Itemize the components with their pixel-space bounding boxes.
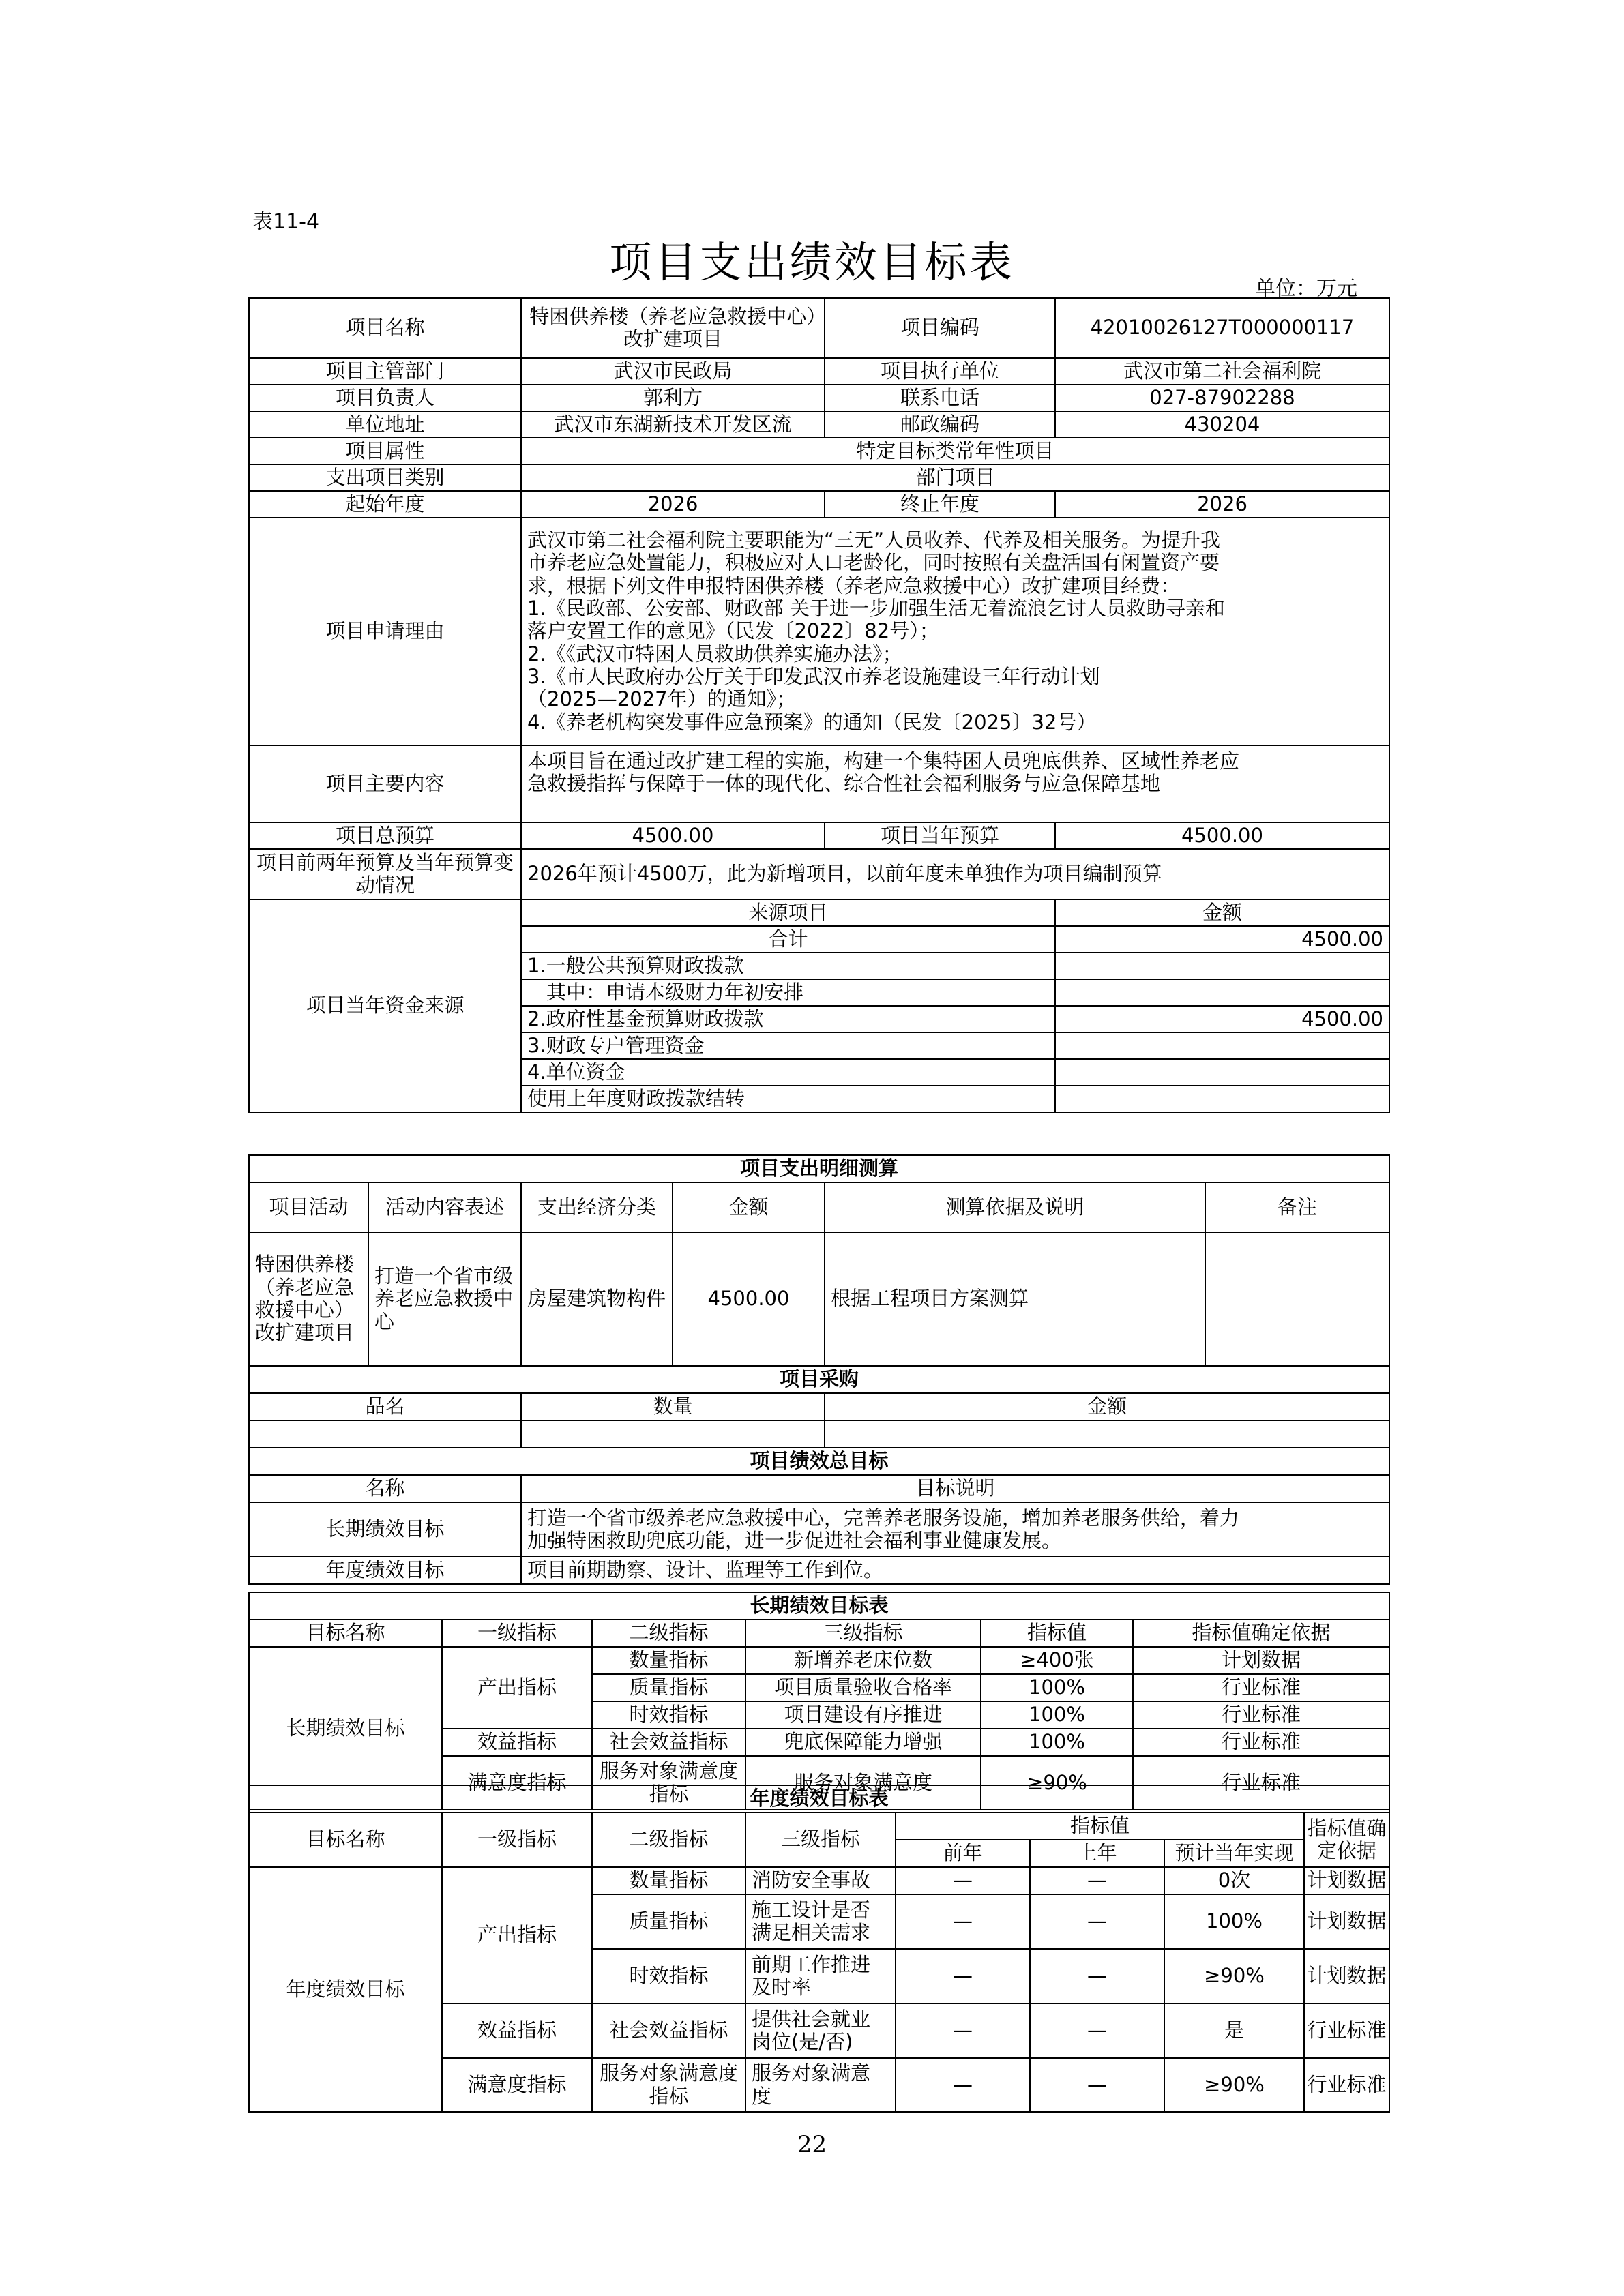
page-number: 22 — [797, 2131, 827, 2158]
long-term-section-title: 长期绩效目标表 — [249, 1592, 1389, 1620]
long-term-value: 100% — [981, 1701, 1133, 1729]
funding-row-amount — [1055, 953, 1389, 979]
total-budget-label: 项目总预算 — [249, 822, 521, 849]
address-label: 单位地址 — [249, 411, 521, 438]
project-name-value: 特困供养楼（养老应急救援中心）改扩建项目 — [521, 298, 825, 358]
overall-goal-section-title: 项目绩效总目标 — [249, 1448, 1389, 1475]
annual-subheader: 预计当年实现 — [1164, 1840, 1304, 1867]
annual-target-name: 年度绩效目标 — [249, 1867, 442, 2112]
annual-prev2: — — [896, 2003, 1030, 2058]
attr-value: 特定目标类常年性项目 — [521, 438, 1389, 464]
funding-row-name: 3.财政专户管理资金 — [521, 1032, 1055, 1059]
detail-header: 支出经济分类 — [521, 1182, 673, 1232]
long-term-header: 二级指标 — [592, 1620, 745, 1647]
annual-l3: 服务对象满意度 — [745, 2058, 896, 2112]
long-term-header: 三级指标 — [745, 1620, 981, 1647]
annual-l3: 消防安全事故 — [745, 1867, 896, 1894]
phone-label: 联系电话 — [825, 385, 1055, 411]
annual-prev2: — — [896, 1867, 1030, 1894]
annual-l3: 前期工作推进及时率 — [745, 1949, 896, 2003]
funding-row-name: 4.单位资金 — [521, 1059, 1055, 1086]
annual-header: 一级指标 — [442, 1813, 592, 1867]
exec-unit-value: 武汉市第二社会福利院 — [1055, 358, 1389, 385]
owner-label: 项目负责人 — [249, 385, 521, 411]
annual-subheader: 前年 — [896, 1840, 1030, 1867]
annual-l1: 效益指标 — [442, 2003, 592, 2058]
funding-row-amount: 4500.00 — [1055, 926, 1389, 953]
annual-l2: 质量指标 — [592, 1894, 745, 1949]
category-label: 支出项目类别 — [249, 464, 521, 491]
annual-goal-text: 项目前期勘察、设计、监理等工作到位。 — [521, 1557, 1389, 1584]
long-term-l2: 服务对象满意度指标 — [592, 1756, 745, 1810]
annual-l2: 数量指标 — [592, 1867, 745, 1894]
annual-current: 100% — [1164, 1894, 1304, 1949]
annual-l1: 产出指标 — [442, 1867, 592, 2003]
annual-l3: 施工设计是否满足相关需求 — [745, 1894, 896, 1949]
attr-label: 项目属性 — [249, 438, 521, 464]
long-term-l3: 新增养老床位数 — [745, 1647, 981, 1674]
year-budget-value: 4500.00 — [1055, 822, 1389, 849]
detail-header: 备注 — [1205, 1182, 1389, 1232]
long-term-l3: 兜底保障能力增强 — [745, 1729, 981, 1756]
detail-header: 金额 — [673, 1182, 825, 1232]
overall-col-desc: 目标说明 — [521, 1475, 1389, 1502]
unit-label: 单位：万元 — [1255, 277, 1357, 301]
funding-row-amount — [1055, 1032, 1389, 1059]
project-code-label: 项目编码 — [825, 298, 1055, 358]
annual-l3: 提供社会就业岗位(是/否) — [745, 2003, 896, 2058]
end-year-value: 2026 — [1055, 491, 1389, 518]
long-term-basis: 行业标准 — [1133, 1729, 1389, 1756]
budget-change-value: 2026年预计4500万，此为新增项目，以前年度未单独作为项目编制预算 — [521, 849, 1389, 899]
long-term-header: 目标名称 — [249, 1620, 442, 1647]
procurement-cell — [825, 1420, 1389, 1448]
long-goal-text: 打造一个省市级养老应急救援中心，完善养老服务设施，增加养老服务供给，着力 加强特困救助兜底功能，进一步促进社会福利事业健康发展。 — [521, 1502, 1389, 1557]
long-term-header: 指标值确定依据 — [1133, 1620, 1389, 1647]
funding-row-name: 2.政府性基金预算财政拨款 — [521, 1006, 1055, 1032]
budget-change-label: 项目前两年预算及当年预算变动情况 — [249, 849, 521, 899]
procurement-header: 金额 — [825, 1393, 1389, 1420]
start-year-label: 起始年度 — [249, 491, 521, 518]
procurement-cell — [249, 1420, 521, 1448]
long-term-value: ≥400张 — [981, 1647, 1133, 1674]
long-term-l2: 数量指标 — [592, 1647, 745, 1674]
detail-header: 活动内容表述 — [368, 1182, 521, 1232]
annual-prev1: — — [1030, 1894, 1164, 1949]
funding-row-amount — [1055, 1086, 1389, 1112]
detail-amount: 4500.00 — [673, 1232, 825, 1366]
long-term-basis: 行业标准 — [1133, 1701, 1389, 1729]
dept-value: 武汉市民政局 — [521, 358, 825, 385]
long-term-basis: 计划数据 — [1133, 1647, 1389, 1674]
funding-source-label: 项目当年资金来源 — [249, 899, 521, 1112]
owner-value: 郭利方 — [521, 385, 825, 411]
procurement-goals-table — [248, 1365, 1390, 1585]
exec-unit-label: 项目执行单位 — [825, 358, 1055, 385]
table-number: 表11-4 — [252, 210, 320, 234]
annual-prev1: — — [1030, 1867, 1164, 1894]
detail-header: 项目活动 — [249, 1182, 368, 1232]
annual-prev2: — — [896, 1949, 1030, 2003]
funding-row-amount — [1055, 1059, 1389, 1086]
reason-text: 武汉市第二社会福利院主要职能为“三无”人员收养、代养及相关服务。为提升我 市养老应急处置能力，积极应对人口老龄化，同时按照有关盘活国有闲置资产要 求，根据下列文件申报特困供养楼（养老应急救援中心）改扩建项目经费： 1.《民政部、公安部、财政部 关于进一步加强生活无着流浪乞讨人员救助寻亲和 落户安置工作的意见》（民发〔2022〕82号）； 2.《《武汉市特困人员救助供养实施办法》； 3.《市人民政府办公厅关于印发武汉市养老设施建设三年行动计划 （2025—2027年）的通知》； 4.《养老机构突发事件应急预案》的通知（民发〔2025〕32号） — [521, 518, 1389, 745]
project-code-value: 42010026127T000000117 — [1055, 298, 1389, 358]
funding-row-amount: 4500.00 — [1055, 1006, 1389, 1032]
long-term-value: ≥90% — [981, 1756, 1133, 1810]
long-term-l3: 服务对象满意度 — [745, 1756, 981, 1810]
long-term-l2: 时效指标 — [592, 1701, 745, 1729]
long-term-value: 100% — [981, 1729, 1133, 1756]
long-term-header: 指标值 — [981, 1620, 1133, 1647]
annual-basis: 行业标准 — [1304, 2058, 1389, 2112]
content-label: 项目主要内容 — [249, 745, 521, 822]
annual-l1: 满意度指标 — [442, 2058, 592, 2112]
dept-label: 项目主管部门 — [249, 358, 521, 385]
long-term-value: 100% — [981, 1674, 1133, 1701]
funding-row-name: 使用上年度财政拨款结转 — [521, 1086, 1055, 1112]
funding-col-source: 来源项目 — [521, 899, 1055, 926]
annual-l2: 时效指标 — [592, 1949, 745, 2003]
content-text: 本项目旨在通过改扩建工程的实施，构建一个集特困人员兜底供养、区域性养老应 急救援指挥与保障于一体的现代化、综合性社会福利服务与应急保障基地 — [521, 745, 1389, 822]
long-term-basis: 行业标准 — [1133, 1756, 1389, 1810]
annual-basis: 计划数据 — [1304, 1949, 1389, 2003]
long-term-l2: 质量指标 — [592, 1674, 745, 1701]
total-budget-value: 4500.00 — [521, 822, 825, 849]
annual-prev1: — — [1030, 2003, 1164, 2058]
start-year-value: 2026 — [521, 491, 825, 518]
detail-section-title: 项目支出明细测算 — [249, 1155, 1389, 1182]
category-value: 部门项目 — [521, 464, 1389, 491]
overall-col-name: 名称 — [249, 1475, 521, 1502]
project-name-label: 项目名称 — [249, 298, 521, 358]
expenditure-detail-table — [248, 1154, 1390, 1367]
page-title: 项目支出绩效目标表 — [609, 237, 1015, 287]
procurement-section-title: 项目采购 — [249, 1366, 1389, 1393]
annual-header: 目标名称 — [249, 1813, 442, 1867]
basic-info-table — [248, 297, 1390, 1113]
annual-basis: 计划数据 — [1304, 1867, 1389, 1894]
annual-prev1: — — [1030, 2058, 1164, 2112]
year-budget-label: 项目当年预算 — [825, 822, 1055, 849]
annual-current: 是 — [1164, 2003, 1304, 2058]
funding-row-name: 1.一般公共预算财政拨款 — [521, 953, 1055, 979]
long-term-l1: 满意度指标 — [442, 1756, 592, 1810]
annual-l2: 社会效益指标 — [592, 2003, 745, 2058]
annual-prev2: — — [896, 1894, 1030, 1949]
detail-note — [1205, 1232, 1389, 1366]
detail-header: 测算依据及说明 — [825, 1182, 1205, 1232]
long-term-l2: 社会效益指标 — [592, 1729, 745, 1756]
address-value: 武汉市东湖新技术开发区流 — [521, 411, 825, 438]
annual-current: ≥90% — [1164, 1949, 1304, 2003]
annual-prev1: — — [1030, 1949, 1164, 2003]
detail-activity: 特困供养楼（养老应急救援中心）改扩建项目 — [249, 1232, 368, 1366]
long-term-l1: 效益指标 — [442, 1729, 592, 1756]
phone-value: 027-87902288 — [1055, 385, 1389, 411]
annual-goal-table — [248, 1785, 1390, 2113]
long-term-l1: 产出指标 — [442, 1647, 592, 1729]
annual-header: 三级指标 — [745, 1813, 896, 1867]
annual-l2: 服务对象满意度指标 — [592, 2058, 745, 2112]
annual-header: 二级指标 — [592, 1813, 745, 1867]
funding-col-amount: 金额 — [1055, 899, 1389, 926]
long-goal-label: 长期绩效目标 — [249, 1502, 521, 1557]
annual-goal-label: 年度绩效目标 — [249, 1557, 521, 1584]
zip-label: 邮政编码 — [825, 411, 1055, 438]
detail-content: 打造一个省市级养老应急救援中心 — [368, 1232, 521, 1366]
reason-label: 项目申请理由 — [249, 518, 521, 745]
annual-current: 0次 — [1164, 1867, 1304, 1894]
long-term-header: 一级指标 — [442, 1620, 592, 1647]
annual-prev2: — — [896, 2058, 1030, 2112]
long-term-l3: 项目质量验收合格率 — [745, 1674, 981, 1701]
annual-header: 指标值确定依据 — [1304, 1813, 1389, 1867]
detail-econ-class: 房屋建筑物构件 — [521, 1232, 673, 1366]
funding-row-name: 合计 — [521, 926, 1055, 953]
annual-basis: 计划数据 — [1304, 1894, 1389, 1949]
annual-current: ≥90% — [1164, 2058, 1304, 2112]
procurement-header: 品名 — [249, 1393, 521, 1420]
long-term-target-name: 长期绩效目标 — [249, 1647, 442, 1810]
annual-section-title: 年度绩效目标表 — [249, 1785, 1389, 1813]
long-term-l3: 项目建设有序推进 — [745, 1701, 981, 1729]
procurement-header: 数量 — [521, 1393, 825, 1420]
funding-row-amount — [1055, 979, 1389, 1006]
annual-subheader: 上年 — [1030, 1840, 1164, 1867]
end-year-label: 终止年度 — [825, 491, 1055, 518]
long-term-basis: 行业标准 — [1133, 1674, 1389, 1701]
annual-header: 指标值 — [896, 1813, 1304, 1840]
zip-value: 430204 — [1055, 411, 1389, 438]
funding-row-name: 其中：申请本级财力年初安排 — [521, 979, 1055, 1006]
annual-basis: 行业标准 — [1304, 2003, 1389, 2058]
long-term-goal-table — [248, 1592, 1390, 1810]
detail-basis: 根据工程项目方案测算 — [825, 1232, 1205, 1366]
procurement-cell — [521, 1420, 825, 1448]
